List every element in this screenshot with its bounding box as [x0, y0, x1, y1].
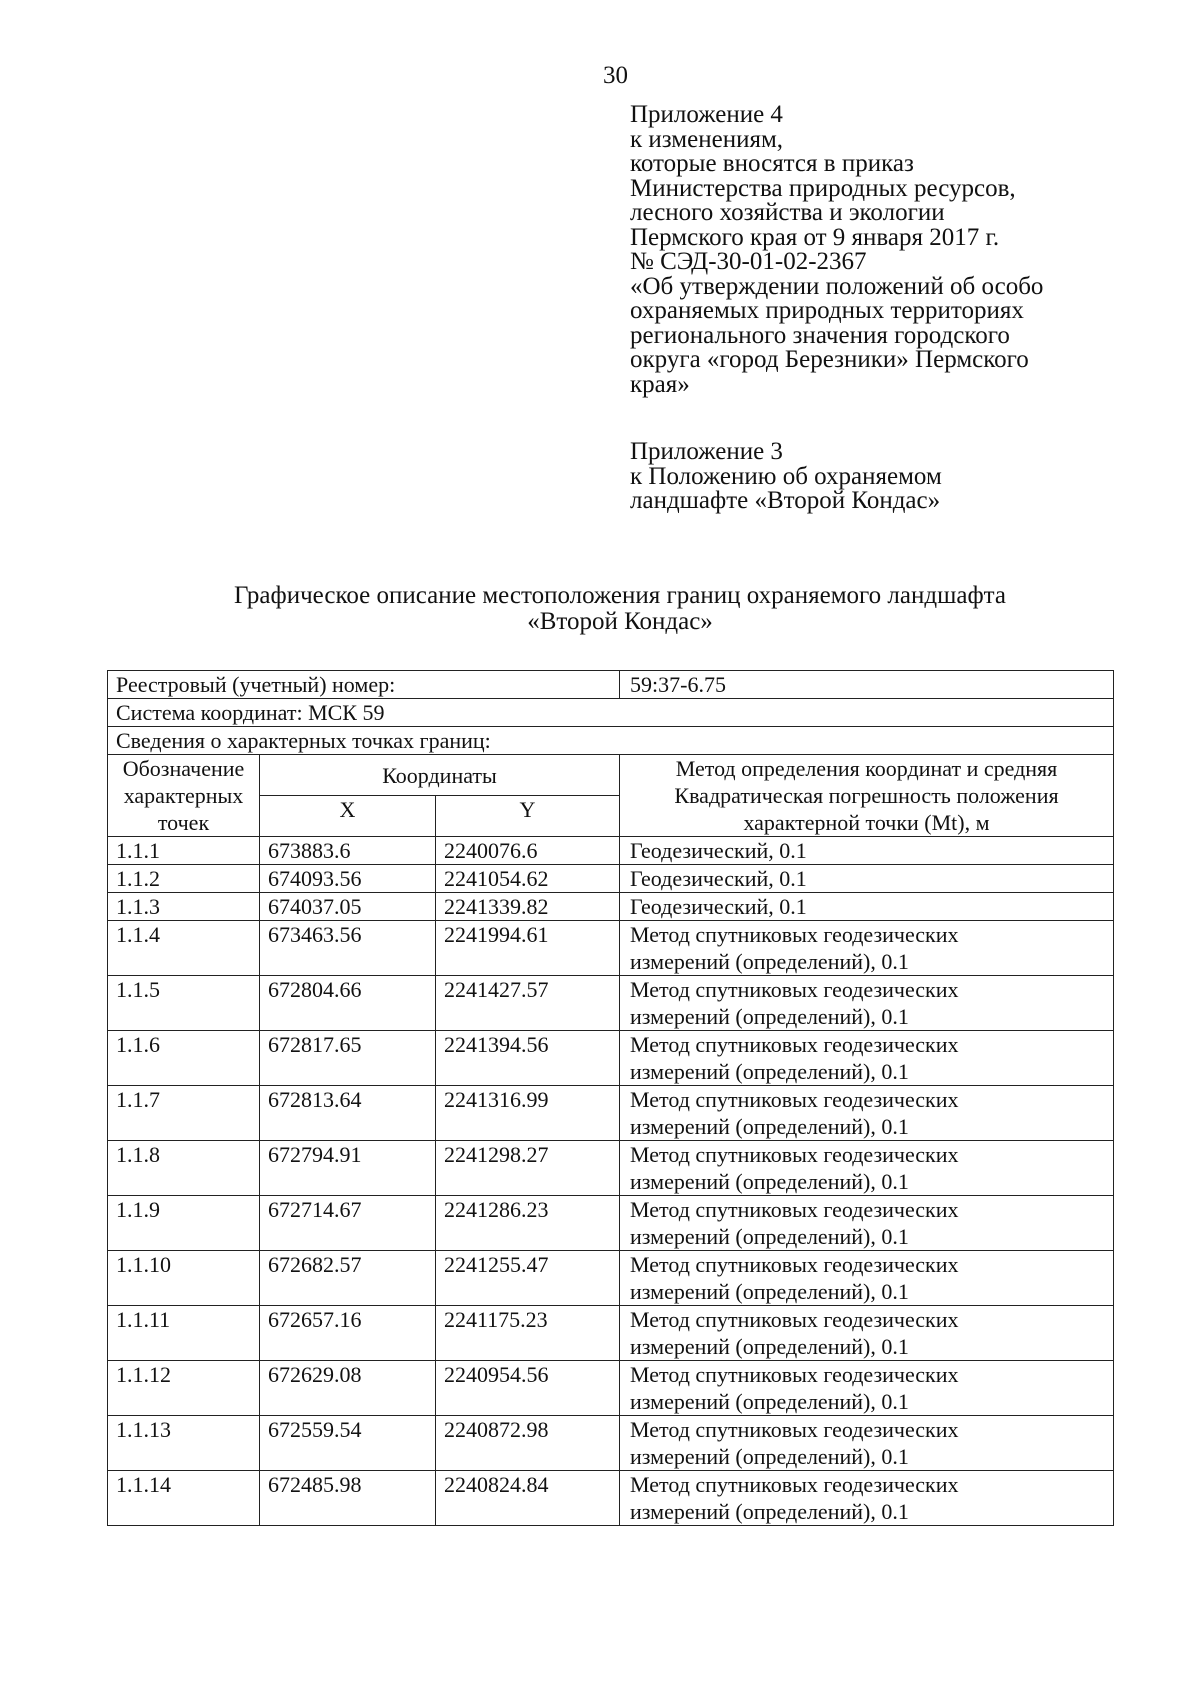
- method-cell: [620, 1361, 1114, 1416]
- x-coordinate-cell: 672657.16: [260, 1306, 436, 1361]
- method-line: измерений (определений), 0.1: [630, 1444, 909, 1469]
- page-number: 30: [603, 62, 628, 89]
- appendix-4-line: которые вносятся в приказ: [630, 150, 914, 177]
- table-row: [108, 1361, 1114, 1416]
- method-cell: [620, 921, 1114, 976]
- x-coordinate-cell: 674093.56: [260, 865, 436, 893]
- point-id-cell: 1.1.10: [108, 1251, 260, 1306]
- header-row: [108, 755, 1114, 796]
- method-line: Метод спутниковых геодезических: [630, 1087, 959, 1112]
- point-id-cell: 1.1.2: [108, 865, 260, 893]
- table-row: [108, 837, 1114, 865]
- method-line: Метод спутниковых геодезических: [630, 1417, 959, 1442]
- y-coordinate-cell: 2241316.99: [436, 1086, 620, 1141]
- method-line: Метод спутниковых геодезических: [630, 977, 959, 1002]
- method-line: измерений (определений), 0.1: [630, 949, 909, 974]
- appendix-4-line: охраняемых природных территориях: [630, 297, 1024, 324]
- appendix-4-line: лесного хозяйства и экологии: [630, 199, 945, 226]
- method-line: измерений (определений), 0.1: [630, 1224, 909, 1249]
- appendix-4-line: Пермского края от 9 января 2017 г.: [630, 223, 1000, 251]
- method-line: Метод спутниковых геодезических: [630, 1472, 959, 1497]
- x-coordinate-cell: 672485.98: [260, 1471, 436, 1526]
- point-id-cell: 1.1.6: [108, 1031, 260, 1086]
- y-coordinate-cell: 2240954.56: [436, 1361, 620, 1416]
- method-line: Метод спутниковых геодезических: [630, 922, 959, 947]
- table-row: [108, 1086, 1114, 1141]
- x-coordinate-cell: 672682.57: [260, 1251, 436, 1306]
- method-cell: [620, 1471, 1114, 1526]
- y-coordinate-cell: 2241394.56: [436, 1031, 620, 1086]
- y-coordinate-cell: 2240824.84: [436, 1471, 620, 1526]
- point-id-cell: 1.1.13: [108, 1416, 260, 1471]
- appendix-4-header: [630, 103, 1130, 397]
- x-coordinate-cell: 673883.6: [260, 837, 436, 865]
- table-row: [108, 976, 1114, 1031]
- method-cell: [620, 1031, 1114, 1086]
- method-line: Метод спутниковых геодезических: [630, 1142, 959, 1167]
- registry-label: Реестровый (учетный) номер:: [108, 671, 620, 699]
- x-coordinate-cell: 672804.66: [260, 976, 436, 1031]
- appendix-3-line: Приложение 3: [630, 438, 783, 465]
- x-coordinate-cell: 672817.65: [260, 1031, 436, 1086]
- points-info-label: Сведения о характерных точках границ:: [108, 727, 1114, 755]
- table-row: [108, 921, 1114, 976]
- registry-value: 59:37-6.75: [620, 671, 1114, 699]
- method-line: Метод спутниковых геодезических: [630, 1032, 959, 1057]
- point-id-cell: 1.1.4: [108, 921, 260, 976]
- method-cell: [620, 865, 1114, 893]
- method-line: измерений (определений), 0.1: [630, 1279, 909, 1304]
- point-id-cell: 1.1.8: [108, 1141, 260, 1196]
- method-cell: [620, 893, 1114, 921]
- method-line: измерений (определений), 0.1: [630, 1004, 909, 1029]
- point-id-cell: 1.1.12: [108, 1361, 260, 1416]
- point-id-cell: 1.1.14: [108, 1471, 260, 1526]
- method-cell: [620, 1306, 1114, 1361]
- y-coordinate-cell: 2241175.23: [436, 1306, 620, 1361]
- point-id-cell: 1.1.11: [108, 1306, 260, 1361]
- method-line: Метод спутниковых геодезических: [630, 1197, 959, 1222]
- x-coordinate-cell: 672559.54: [260, 1416, 436, 1471]
- col-header-y: Y: [436, 796, 620, 837]
- method-cell: [620, 1196, 1114, 1251]
- y-coordinate-cell: 2241054.62: [436, 865, 620, 893]
- x-coordinate-cell: 673463.56: [260, 921, 436, 976]
- y-coordinate-cell: 2241286.23: [436, 1196, 620, 1251]
- point-id-cell: 1.1.5: [108, 976, 260, 1031]
- col-header-method: Метод определения координат и средняя Квадратическая погрешность положения характерной точки (Mt), м: [620, 755, 1114, 837]
- y-coordinate-cell: 2241994.61: [436, 921, 620, 976]
- table-row: [108, 1031, 1114, 1086]
- method-line: измерений (определений), 0.1: [630, 1389, 909, 1414]
- method-line: измерений (определений), 0.1: [630, 1169, 909, 1194]
- y-coordinate-cell: 2240076.6: [436, 837, 620, 865]
- appendix-4-line: Приложение 4: [630, 101, 783, 128]
- x-coordinate-cell: 672813.64: [260, 1086, 436, 1141]
- table-row: [108, 1416, 1114, 1471]
- table-row: [108, 1196, 1114, 1251]
- appendix-4-line: № СЭД-30-01-02-2367: [630, 248, 867, 275]
- coord-system-label: Система координат: МСК 59: [108, 699, 1114, 727]
- method-line: измерений (определений), 0.1: [630, 1334, 909, 1359]
- appendix-4-line: «Об утверждении положений об особо: [630, 272, 1044, 300]
- method-line: измерений (определений), 0.1: [630, 1499, 909, 1524]
- method-line: Геодезический, 0.1: [630, 894, 807, 919]
- method-line: Метод спутниковых геодезических: [630, 1307, 959, 1332]
- point-id-cell: 1.1.9: [108, 1196, 260, 1251]
- appendix-4-line: Министерства природных ресурсов,: [630, 174, 1016, 202]
- document-title-line-1: Графическое описание местоположения границ охраняемого ландшафта: [234, 582, 1006, 609]
- method-cell: [620, 1416, 1114, 1471]
- appendix-4-line: края»: [630, 370, 690, 398]
- appendix-4-line: округа «город Березники» Пермского: [630, 346, 1029, 373]
- y-coordinate-cell: 2241255.47: [436, 1251, 620, 1306]
- method-cell: [620, 1141, 1114, 1196]
- point-id-cell: 1.1.3: [108, 893, 260, 921]
- col-header-point: Обозначение характерных точек: [108, 755, 260, 837]
- appendix-4-line: регионального значения городского: [630, 321, 1010, 349]
- appendix-3-line: ландшафте «Второй Кондас»: [630, 487, 941, 514]
- y-coordinate-cell: 2241339.82: [436, 893, 620, 921]
- method-line: Геодезический, 0.1: [630, 866, 807, 891]
- method-cell: [620, 976, 1114, 1031]
- table-row: [108, 865, 1114, 893]
- method-line: Геодезический, 0.1: [630, 838, 807, 863]
- col-header-coords: Координаты: [260, 755, 620, 796]
- table-row: [108, 1141, 1114, 1196]
- appendix-3-line: к Положению об охраняемом: [630, 462, 942, 490]
- col-header-x: X: [260, 796, 436, 837]
- appendix-3-header: [630, 440, 1130, 514]
- method-line: Метод спутниковых геодезических: [630, 1362, 959, 1387]
- x-coordinate-cell: 674037.05: [260, 893, 436, 921]
- document-title-line-2: «Второй Кондас»: [527, 608, 713, 635]
- y-coordinate-cell: 2241298.27: [436, 1141, 620, 1196]
- method-cell: [620, 837, 1114, 865]
- points-info-row: [108, 727, 1114, 755]
- point-id-cell: 1.1.7: [108, 1086, 260, 1141]
- table-row: [108, 1251, 1114, 1306]
- method-line: Метод спутниковых геодезических: [630, 1252, 959, 1277]
- method-line: измерений (определений), 0.1: [630, 1114, 909, 1139]
- coordinates-table: [107, 670, 1114, 1526]
- table-row: [108, 1306, 1114, 1361]
- method-cell: [620, 1251, 1114, 1306]
- x-coordinate-cell: 672794.91: [260, 1141, 436, 1196]
- x-coordinate-cell: 672629.08: [260, 1361, 436, 1416]
- method-line: измерений (определений), 0.1: [630, 1059, 909, 1084]
- y-coordinate-cell: 2241427.57: [436, 976, 620, 1031]
- appendix-4-line: к изменениям,: [630, 125, 784, 153]
- table-row: [108, 1471, 1114, 1526]
- x-coordinate-cell: 672714.67: [260, 1196, 436, 1251]
- table-row: [108, 893, 1114, 921]
- coord-system-row: [108, 699, 1114, 727]
- method-cell: [620, 1086, 1114, 1141]
- point-id-cell: 1.1.1: [108, 837, 260, 865]
- y-coordinate-cell: 2240872.98: [436, 1416, 620, 1471]
- document-title: [0, 583, 1200, 635]
- registry-row: [108, 671, 1114, 699]
